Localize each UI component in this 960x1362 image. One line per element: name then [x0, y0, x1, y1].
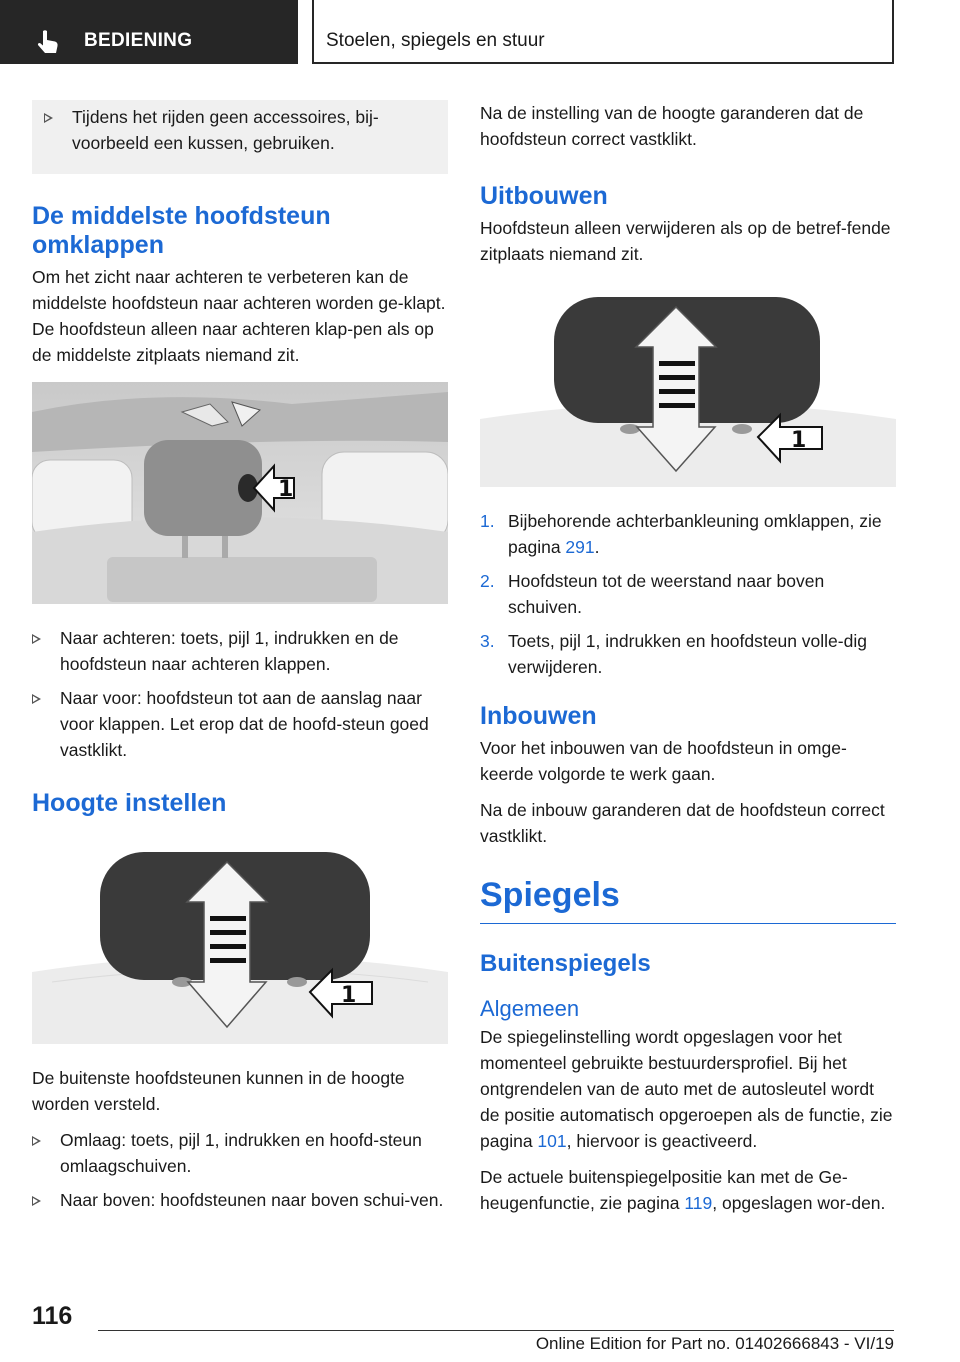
- page-link-119[interactable]: 119: [684, 1193, 713, 1213]
- chapter-title-mirrors: Spiegels: [480, 875, 896, 924]
- hand-pointer-icon: [34, 28, 62, 56]
- list-item: [32, 1127, 448, 1179]
- step-number: 3.: [480, 631, 495, 651]
- step-number: 1.: [480, 511, 495, 531]
- triangle-right-icon: [32, 1136, 41, 1146]
- step-text: Bijbehorende achterbankleuning omklappen, zie pagina: [508, 511, 882, 557]
- intro-text: Na de instelling van de hoogte garanderen dat de hoofdsteun correct vastklikt.: [480, 103, 864, 149]
- figure-middle-headrest: [32, 382, 448, 609]
- section-title-exterior-mirrors: Buitenspiegels: [480, 950, 651, 977]
- section-title-install: Inbouwen: [480, 702, 597, 730]
- figure-height-adjust: [32, 832, 448, 1049]
- headrest-remove-illustration: [480, 281, 896, 487]
- page-link-101[interactable]: 101: [537, 1131, 567, 1151]
- step-number: 2.: [480, 571, 495, 591]
- figure-callout-label: 1: [791, 428, 807, 453]
- page-number: 116: [32, 1302, 73, 1330]
- right-column: [480, 100, 896, 1226]
- list-item: [32, 685, 448, 763]
- text-segment: , opgeslagen wor-den.: [712, 1193, 886, 1213]
- section-tab: [0, 0, 298, 64]
- page-link-291[interactable]: 291: [565, 537, 595, 557]
- section-title-middle-headrest: De middelste hoofdsteun omklappen: [32, 202, 331, 259]
- step-text-after: .: [594, 537, 600, 557]
- section-label: BEDIENING: [84, 30, 193, 51]
- headrest-fold-illustration: [32, 382, 448, 604]
- list-item: [32, 625, 448, 677]
- headrest-height-illustration: [32, 832, 448, 1044]
- list-item-text: Naar achteren: toets, pijl 1, indrukken en de hoofdsteun naar achteren klappen.: [60, 628, 399, 674]
- figure-callout-label: 1: [278, 477, 294, 502]
- note-text: Tijdens het rijden geen accessoires, bij-voorbeeld een kussen, gebruiken.: [72, 107, 379, 153]
- section-text: Na de inbouw garanderen dat de hoofdsteun correct vastklikt.: [480, 800, 885, 846]
- general-text-2: [480, 1164, 896, 1216]
- note-box: [32, 100, 448, 174]
- list-item-text: Naar voor: hoofdsteun tot aan de aanslag naar voor klappen. Let erop dat de hoofd-steun goed vastklikt.: [60, 688, 429, 760]
- triangle-right-icon: [32, 634, 41, 644]
- left-column: [32, 100, 448, 1221]
- list-item-text: Naar boven: hoofdsteunen naar boven schui-ven.: [60, 1190, 444, 1210]
- section-text: Om het zicht naar achteren te verbeteren kan de middelste hoofdsteun naar achteren worden ge-klapt. De hoofdsteun alleen naar achteren klap-pen als op de middelste zitplaats niemand zit.: [32, 267, 446, 365]
- step-item: [480, 628, 896, 680]
- edition-text: Online Edition for Part no. 01402666843 - VI/19: [535, 1334, 894, 1353]
- figure-remove-headrest: [480, 281, 896, 492]
- step-text: Toets, pijl 1, indrukken en hoofdsteun volle-dig verwijderen.: [508, 631, 867, 677]
- text-segment: De actuele buitenspiegelpositie kan met de Ge-heugenfunctie, zie pagina: [480, 1167, 848, 1213]
- list-item: [32, 1187, 448, 1213]
- step-item: [480, 508, 896, 560]
- section-text: De buitenste hoofdsteunen kunnen in de hoogte worden versteld.: [32, 1068, 405, 1114]
- triangle-right-icon: [32, 694, 41, 704]
- section-text: Hoofdsteun alleen verwijderen als op de betref-fende zitplaats niemand zit.: [480, 218, 891, 264]
- step-text: Hoofdsteun tot de weerstand naar boven schuiven.: [508, 571, 825, 617]
- section-text: Voor het inbouwen van de hoofdsteun in omge-keerde volgorde te werk gaan.: [480, 738, 847, 784]
- section-title-height: Hoogte instellen: [32, 789, 227, 817]
- page-footer: [0, 1290, 960, 1362]
- note-item: [44, 104, 436, 156]
- step-item: [480, 568, 896, 620]
- triangle-right-icon: [44, 113, 53, 123]
- triangle-right-icon: [32, 1196, 41, 1206]
- figure-callout-label: 1: [341, 983, 357, 1008]
- chapter-tab: [312, 0, 894, 64]
- list-item-text: Omlaag: toets, pijl 1, indrukken en hoofd-steun omlaagschuiven.: [60, 1130, 422, 1176]
- footer-divider: [98, 1330, 894, 1331]
- chapter-label: Stoelen, spiegels en stuur: [326, 30, 545, 51]
- text-segment: De spiegelinstelling wordt opgeslagen voor het momenteel gebruikte bestuurdersprofiel. Bij het ontgrendelen van de auto met de autosleutel wordt de positie automatisch opgeroepen als de functie, zie pagina: [480, 1027, 893, 1151]
- subsection-title-general: Algemeen: [480, 996, 580, 1021]
- text-segment: , hiervoor is geactiveerd.: [566, 1131, 758, 1151]
- general-text-1: [480, 1024, 896, 1154]
- section-title-remove: Uitbouwen: [480, 182, 608, 210]
- page-header: [0, 0, 960, 66]
